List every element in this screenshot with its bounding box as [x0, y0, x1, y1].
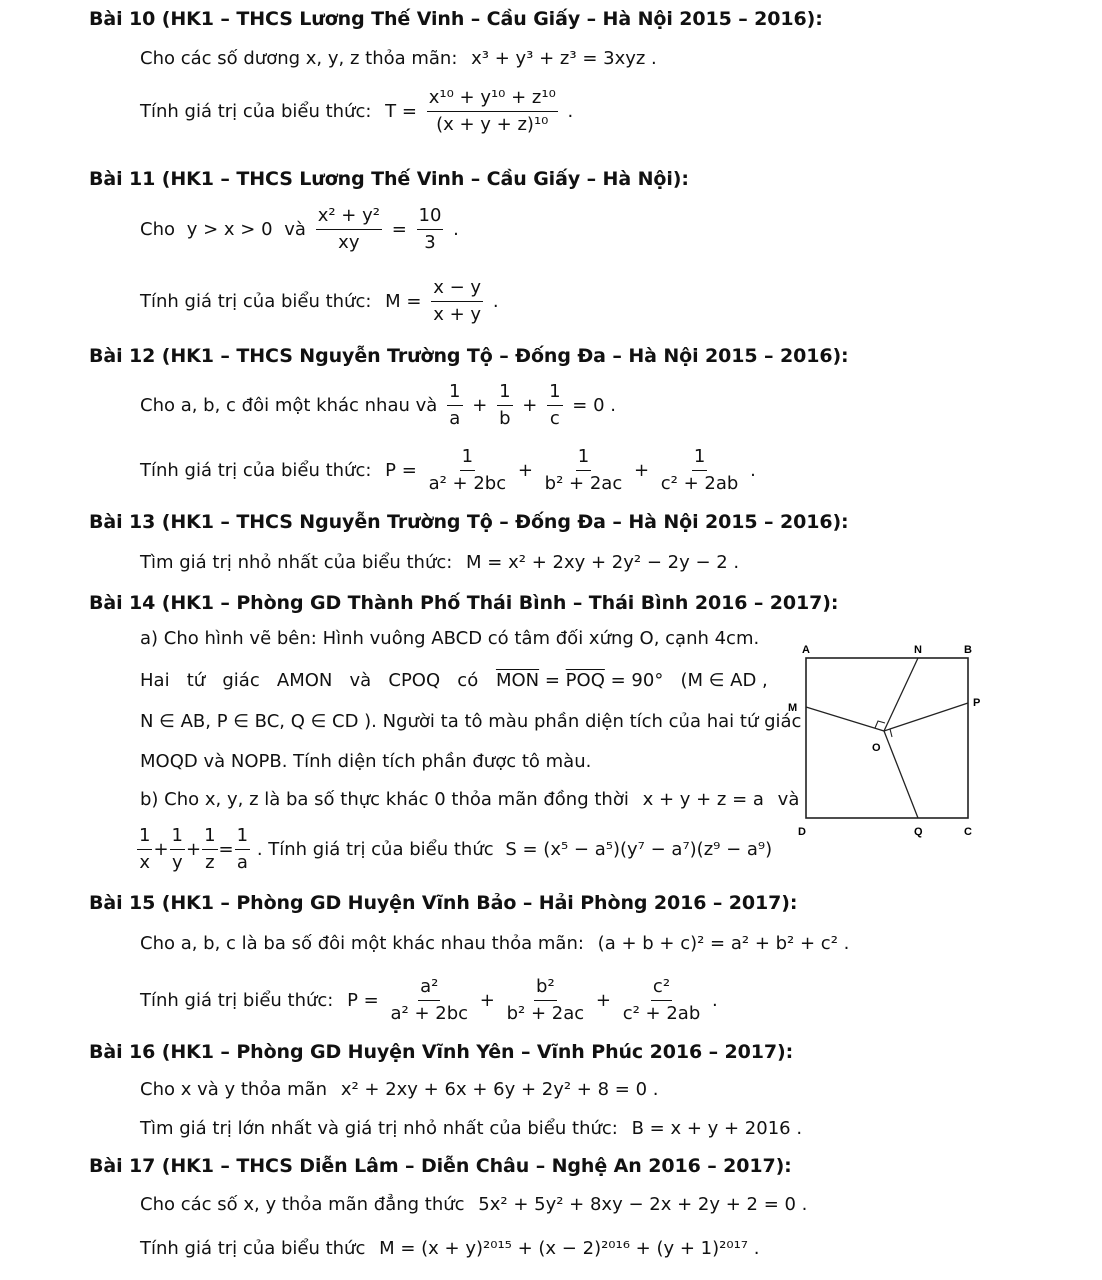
problem-15-heading: Bài 15 (HK1 – Phòng GD Huyện Vĩnh Bảo – Hải Phòng 2016 – 2017):: [89, 892, 798, 914]
label-b: B: [964, 644, 972, 656]
problem-15-text: Cho a, b, c là ba số đôi một khác nhau thỏa mãn:: [140, 933, 584, 954]
fraction-denominator: c² + 2ab: [660, 472, 739, 494]
fraction-1-over-b: [497, 382, 512, 429]
fraction-term-3: [621, 977, 703, 1024]
segment-oq: [884, 731, 918, 818]
conjunction: và: [777, 789, 800, 810]
problem-15-lhs: P =: [347, 990, 379, 1012]
problem-11-line-2: [140, 278, 499, 325]
problem-14-a-line-4: MOQD và NOPB. Tính diện tích phần được tô màu.: [140, 751, 592, 772]
label-q: Q: [914, 826, 923, 838]
problem-10-question: Tính giá trị của biểu thức:: [140, 101, 372, 123]
problem-17-line-2: [140, 1238, 759, 1259]
problem-17-expression: M = (x + y)²⁰¹⁵ + (x − 2)²⁰¹⁶ + (y + 1)²⁰¹⁷ .: [379, 1238, 760, 1259]
period: .: [453, 219, 459, 241]
problem-15-equation: (a + b + c)² = a² + b² + c² .: [597, 933, 850, 954]
problem-17-text: Cho các số x, y thỏa mãn đẳng thức: [140, 1194, 465, 1215]
problem-16-equation: x² + 2xy + 6x + 6y + 2y² + 8 = 0 .: [340, 1079, 659, 1100]
fraction-denominator: x + y: [433, 303, 482, 325]
problem-10-text: Cho các số dương x, y, z thỏa mãn:: [140, 48, 458, 69]
period: .: [750, 460, 756, 482]
fraction-1-over-z: [202, 826, 217, 873]
problem-10-fraction: [427, 88, 558, 135]
problem-13-text: Tìm giá trị nhỏ nhất của biểu thức:: [140, 552, 453, 573]
period: .: [712, 990, 718, 1012]
fraction-1-over-y: [170, 826, 185, 873]
problem-14-a-line-2: [140, 670, 768, 691]
fraction-numerator: c²: [651, 977, 672, 1001]
problem-11-fraction-right: [417, 206, 444, 253]
fraction-numerator: 1: [137, 826, 152, 850]
fraction-numerator: x − y: [431, 278, 483, 302]
problem-12-lhs: P =: [385, 460, 417, 482]
period: .: [567, 101, 574, 123]
problem-11-fraction-m: [431, 278, 483, 325]
fraction-term-1: [427, 447, 509, 494]
fraction-denominator: b: [499, 407, 511, 429]
problem-17-question: Tính giá trị của biểu thức: [140, 1238, 366, 1259]
problem-12-line-1: [140, 382, 616, 429]
problem-16-heading: Bài 16 (HK1 – Phòng GD Huyện Vĩnh Yên – Vĩnh Phúc 2016 – 2017):: [89, 1041, 794, 1063]
fraction-term-2: [505, 977, 587, 1024]
problem-11-lhs: M =: [385, 291, 422, 313]
problem-14-a-text: Hai tứ giác AMON và CPOQ có: [140, 670, 479, 691]
fraction-term-3: [659, 447, 741, 494]
fraction-denominator: 3: [424, 231, 436, 253]
label-n: N: [914, 644, 922, 656]
segment-on: [884, 658, 918, 731]
fraction-numerator: 1: [202, 826, 217, 850]
fraction-numerator: x¹⁰ + y¹⁰ + z¹⁰: [427, 88, 558, 112]
problem-10-equation: x³ + y³ + z³ = 3xyz .: [471, 48, 657, 69]
fraction-denominator: x: [139, 851, 151, 873]
problem-16-line-1: [140, 1079, 658, 1100]
problem-15-question: Tính giá trị biểu thức:: [140, 990, 334, 1012]
fraction-denominator: y: [171, 851, 183, 873]
plus-sign: +: [517, 460, 533, 482]
fraction-1-over-c: [547, 382, 562, 429]
problem-10-lhs: T =: [385, 101, 417, 123]
label-c: C: [964, 826, 972, 838]
fraction-numerator: 1: [497, 382, 512, 406]
fraction-denominator: c² + 2ab: [622, 1002, 701, 1024]
fraction-denominator: a: [236, 851, 248, 873]
label-a: A: [802, 644, 810, 656]
problem-12-heading: Bài 12 (HK1 – THCS Nguyễn Trường Tộ – Đống Đa – Hà Nội 2015 – 2016):: [89, 345, 849, 367]
fraction-denominator: c: [549, 407, 560, 429]
angle-mon: $\overline{MON}$: [495, 670, 540, 691]
fraction-numerator: 1: [235, 826, 250, 850]
fraction-denominator: b² + 2ac: [506, 1002, 585, 1024]
problem-15-line-1: [140, 933, 849, 954]
fraction-numerator: 1: [170, 826, 185, 850]
problem-17-heading: Bài 17 (HK1 – THCS Diễn Lâm – Diễn Châu – Nghệ An 2016 – 2017):: [89, 1155, 792, 1177]
problem-14-b-text: b) Cho x, y, z là ba số thực khác 0 thỏa mãn đồng thời: [140, 789, 629, 810]
fraction-numerator: a²: [418, 977, 440, 1001]
equals-zero: = 0 .: [572, 395, 616, 417]
fraction-1-over-x: [137, 826, 152, 873]
problem-14-a-line-1: a) Cho hình vẽ bên: Hình vuông ABCD có tâm đối xứng O, cạnh 4cm.: [140, 628, 760, 649]
plus-sign: +: [522, 395, 538, 417]
fraction-numerator: 1: [576, 447, 591, 471]
label-o: O: [872, 742, 881, 754]
problem-13-heading: Bài 13 (HK1 – THCS Nguyễn Trường Tộ – Đống Đa – Hà Nội 2015 – 2016):: [89, 511, 849, 533]
fraction-denominator: (x + y + z)¹⁰: [436, 113, 549, 135]
fraction-numerator: x² + y²: [316, 206, 382, 230]
problem-13-line-1: [140, 552, 739, 573]
problem-17-line-1: [140, 1194, 807, 1215]
plus-sign: +: [479, 990, 495, 1012]
fraction-term-2: [543, 447, 625, 494]
fraction-denominator: a² + 2bc: [428, 472, 507, 494]
fraction-term-1: [389, 977, 471, 1024]
equals-sign: =: [391, 219, 407, 241]
problem-12-line-2: [140, 447, 756, 494]
label-p: P: [973, 697, 981, 709]
problem-14-b-equation: x + y + z = a: [642, 789, 764, 810]
conjunction: và: [284, 219, 306, 241]
problem-14-b-expression: S = (x⁵ − a⁵)(y⁷ − a⁷)(z⁹ − a⁹): [505, 839, 773, 861]
fraction-numerator: 1: [547, 382, 562, 406]
fraction-denominator: b² + 2ac: [544, 472, 623, 494]
angle-tick: [890, 729, 892, 737]
segment-op: [884, 703, 968, 731]
square-abcd-figure: [786, 636, 986, 846]
fraction-numerator: 1: [447, 382, 462, 406]
fraction-numerator: b²: [534, 977, 557, 1001]
problem-11-question: Tính giá trị của biểu thức:: [140, 291, 372, 313]
problem-17-equation: 5x² + 5y² + 8xy − 2x + 2y + 2 = 0 .: [478, 1194, 808, 1215]
fraction-1-over-a: [447, 382, 462, 429]
fraction-numerator: 10: [417, 206, 444, 230]
problem-13-expression: M = x² + 2xy + 2y² − 2y − 2 .: [466, 552, 740, 573]
fraction-numerator: 1: [692, 447, 707, 471]
problem-12-question: Tính giá trị của biểu thức:: [140, 460, 372, 482]
fraction-denominator: a: [449, 407, 461, 429]
problem-12-text: Cho a, b, c đôi một khác nhau và: [140, 395, 438, 417]
plus-sign: +: [595, 990, 611, 1012]
problem-11-fraction-left: [316, 206, 382, 253]
fraction-denominator: z: [205, 851, 215, 873]
problem-14-b-line-1: [140, 789, 799, 810]
problem-16-line-2: [140, 1118, 802, 1139]
fraction-denominator: xy: [338, 231, 360, 253]
problem-15-line-2: [140, 977, 718, 1024]
problem-11-heading: Bài 11 (HK1 – THCS Lương Thế Vinh – Cầu Giấy – Hà Nội):: [89, 168, 689, 190]
problem-10-heading: Bài 10 (HK1 – THCS Lương Thế Vinh – Cầu Giấy – Hà Nội 2015 – 2016):: [89, 8, 823, 30]
problem-16-question: Tìm giá trị lớn nhất và giá trị nhỏ nhất của biểu thức:: [140, 1118, 618, 1139]
problem-11-condition: y > x > 0: [186, 219, 273, 241]
plus-sign: +: [472, 395, 488, 417]
problem-16-text: Cho x và y thỏa mãn: [140, 1079, 328, 1100]
segment-om: [806, 707, 884, 731]
plus-sign: +: [153, 839, 169, 861]
problem-14-heading: Bài 14 (HK1 – Phòng GD Thành Phố Thái Bình – Thái Bình 2016 – 2017):: [89, 592, 839, 614]
fraction-1-over-a: [235, 826, 250, 873]
problem-11-text: Cho: [140, 219, 175, 241]
problem-14-b-question: . Tính giá trị của biểu thức: [256, 839, 494, 861]
right-angle-mark: [875, 721, 885, 728]
label-m: M: [788, 702, 798, 714]
problem-10-line-1: [140, 48, 657, 69]
equals-sign: =: [544, 670, 560, 691]
fraction-denominator: a² + 2bc: [390, 1002, 469, 1024]
label-d: D: [798, 826, 806, 838]
angle-poq: $\overline{POQ}$: [565, 670, 605, 691]
plus-sign: +: [633, 460, 650, 482]
problem-14-a-line-3: N ∈ AB, P ∈ BC, Q ∈ CD ). Người ta tô màu phần diện tích của hai tứ giác: [140, 711, 802, 732]
fraction-numerator: 1: [460, 447, 475, 471]
problem-14-b-line-2: [136, 826, 772, 873]
plus-sign: +: [186, 839, 202, 861]
equals-sign: =: [218, 839, 234, 861]
angle-value: = 90° (M ∈ AD ,: [610, 670, 768, 691]
problem-16-expression: B = x + y + 2016 .: [631, 1118, 803, 1139]
problem-10-line-2: [140, 88, 573, 135]
problem-11-line-1: [140, 206, 459, 253]
period: .: [492, 291, 499, 313]
